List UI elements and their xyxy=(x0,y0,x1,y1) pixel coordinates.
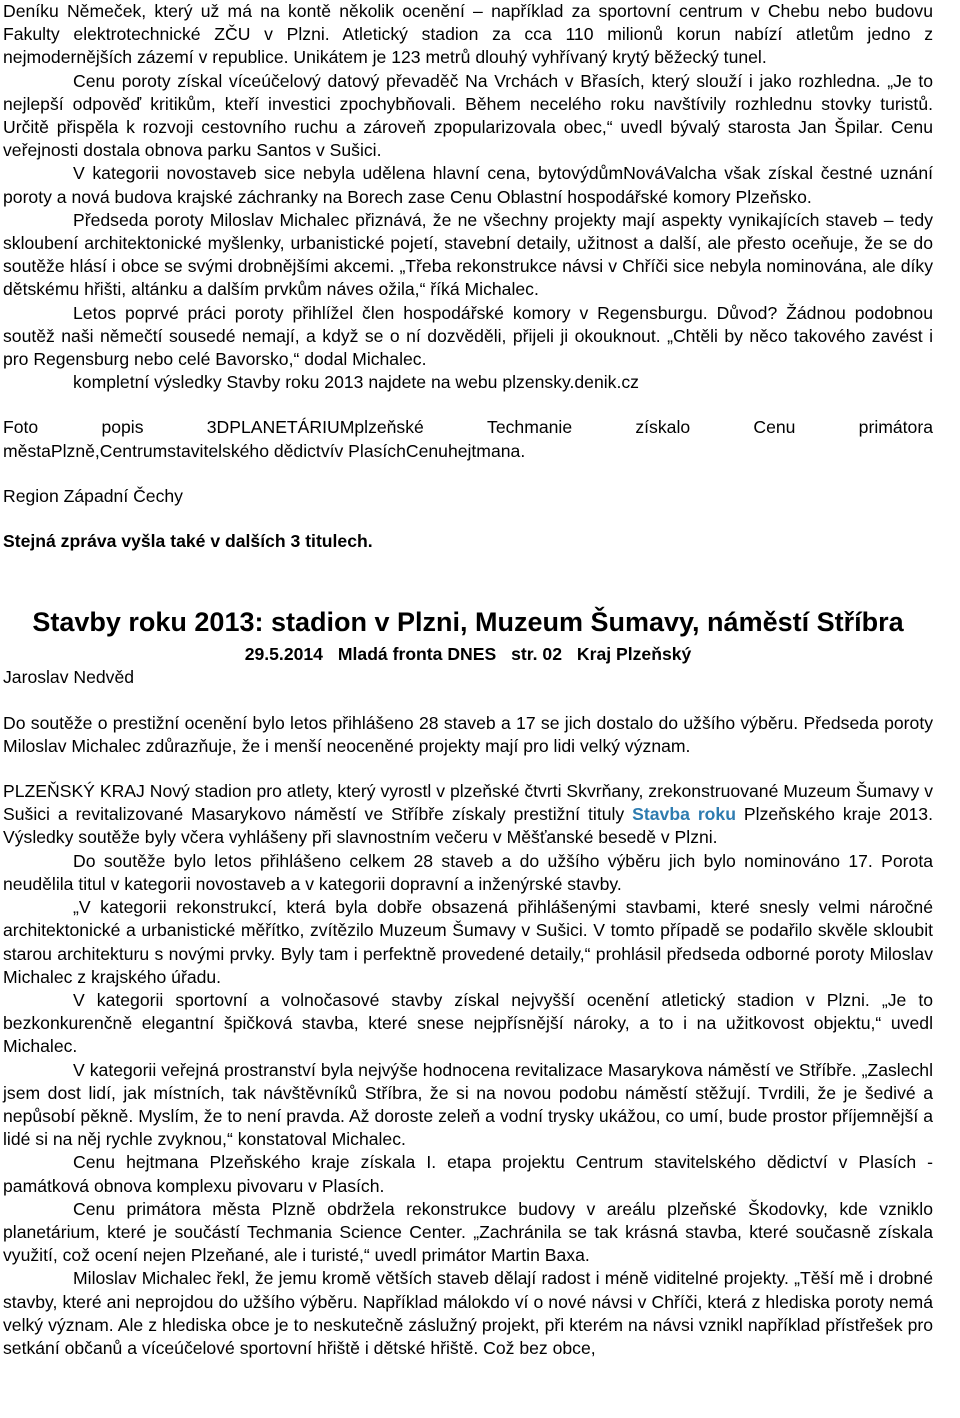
also-published-note: Stejná zpráva vyšla také v dalších 3 titulech. xyxy=(3,531,373,552)
caption-word: 3DPLANETÁRIUMplzeňské xyxy=(206,417,424,438)
intro-paragraph-4: Předseda poroty Miloslav Michalec přiznává, že ne všechny projekty mají aspekty vynikajících staveb – tedy skloubení architektonické myšlenky, urbanistické pojetí, stavební detaily, užitnost a další, ale přesto oceňuje, že se do soutěže hlásí i obce se svými drobnějšími akcemi. „Třeba rekonstrukce návsi v Chříči sice nebyla nominována, ale díky dětskému hřišti, altánku a dalším prvkům náves ožila,“ říká Michalec. xyxy=(3,209,933,300)
caption-word: Techmanie xyxy=(487,417,573,438)
article-headline: Stavby roku 2013: stadion v Plzni, Muzeum Šumavy, náměstí Stříbra xyxy=(32,607,904,638)
photo-caption-line-1 xyxy=(3,416,933,439)
article-body-8: Miloslav Michalec řekl, že jemu kromě větších staveb dělají radost i méně viditelné projekty. „Těší mě i drobné stavby, které ani neprojdou do užšího výběru. Například málokdo ví o nové návsi v Chříči, která z hlediska poroty nemá velký význam. Ale z hlediska obce je to neskutečně záslužný projekt, při kterém na návsi vznikl například přístřešek pro setkání občanů a víceúčelové sportovní hřiště i dětské hřiště. Což bez obce, xyxy=(3,1268,933,1358)
caption-word: získalo xyxy=(635,417,691,438)
article-body-5: V kategorii veřejná prostranství byla nejvýše hodnocena revitalizace Masarykova náměstí ve Stříbře. „Zaslechl jsem dost lidí, jak místních, tak návštěvníků Stříbra, že si na novou podobu náměstí stěžují. Tvrdili, že je šedivé a nepůsobí pěkně. Myslím, že to není pravda. Až doroste zeleň a vodní trysky ukážou, co umí, bude prostor příjemnější a lidé si na něj rychle zvyknou,“ konstatoval Michalec. xyxy=(3,1059,933,1150)
article-body-4: V kategorii sportovní a volnočasové stavby získal nejvyšší ocenění atletický stadion v Plzni. „Je to bezkonkurenčně elegantní špičková stavba, které snese nejpřísnější nároky, a to i na užitkovost objektu,“ uvedl Michalec. xyxy=(3,989,933,1057)
photo-caption-line-2: městaPlzně,Centrumstavitelského dědictvív PlasíchCenuhejtmana. xyxy=(3,440,526,461)
body-1-text-b: Plzeňského kraje 2013. Výsledky soutěže byly včera vyhlášeny při slavnostním večeru v Měšťanské besedě v Plzni. xyxy=(3,804,933,848)
article-date: 29.5.2014 xyxy=(244,644,323,665)
region-label: Region Západní Čechy xyxy=(3,485,183,506)
caption-word: Cenu xyxy=(753,417,796,438)
article-page: str. 02 xyxy=(511,644,562,665)
article-author: Jaroslav Nedvěd xyxy=(3,667,135,688)
spacer xyxy=(3,758,933,780)
spacer xyxy=(3,463,933,485)
intro-paragraph-5: Letos poprvé práci poroty přihlížel člen hospodářské komory v Regensburgu. Důvod? Žádnou podobnou soutěž naši němečtí sousedé nemají, a když se o ní dozvěděli, přijeli ji okouknout. „Chtěli by něco takového zavést i pro Regensburg nebo celé Bavorsko,“ dodal Michalec. xyxy=(3,302,933,370)
article-meta xyxy=(3,643,933,666)
intro-paragraph-2: Cenu poroty získal víceúčelový datový převaděč Na Vrchách v Břasích, který slouží i jako rozhledna. „Je to nejlepší odpověď kritikům, kteří investici zpochybňovali. Během necelého roku navštívily rozhlednu stovky turistů. Určitě přispěla k rozvoji cestovního ruchu a zároveň zpopularizovala obec,“ uvedl bývalý starosta Jan Špilar. Cenu veřejnosti dostala obnova parku Santos v Sušici. xyxy=(3,70,933,161)
spacer xyxy=(3,553,933,599)
article-body-6: Cenu hejtmana Plzeňského kraje získala I. etapa projektu Centrum stavitelského dědictví v Plasích - památková obnova komplexu pivovaru v Plasích. xyxy=(3,1152,933,1196)
caption-word: Foto xyxy=(3,417,39,438)
article-body-2: Do soutěže bylo letos přihlášeno celkem 28 staveb a do užšího výběru jich bylo nominováno 17. Porota neudělila titul v kategorii novostaveb a v kategorii dopravní a inženýrské stavby. xyxy=(3,850,933,894)
photo-caption xyxy=(3,416,933,462)
article-source: Mladá fronta DNES xyxy=(337,644,497,665)
stavba-roku-highlight: Stavba roku xyxy=(632,804,736,825)
intro-paragraph-1: Deníku Němeček, který už má na kontě několik ocenění – například za sportovní centrum v Chebu nebo budovu Fakulty elektrotechnické ZČU v Plzni. Atletický stadion za cca 110 milionů korun nabízí atletům jedno z nejmodernějších zázemí v republice. Unikátem je 123 metrů dlouhý vyhřívaný krytý běžecký tunel. xyxy=(3,1,933,68)
article-lead: Do soutěže o prestižní ocenění bylo letos přihlášeno 28 staveb a 17 se jich dostalo do užšího výběru. Předseda poroty Miloslav Michalec zdůrazňuje, že i menší neoceněné projekty mají pro lidi velký význam. xyxy=(3,712,933,756)
article-body-1 xyxy=(3,780,933,850)
web-link-note: kompletní výsledky Stavby roku 2013 najdete na webu plzensky.denik.cz xyxy=(73,372,639,393)
spacer xyxy=(3,508,933,530)
caption-word: primátora xyxy=(858,417,933,438)
spacer xyxy=(3,394,933,416)
article-body-7: Cenu primátora města Plzně obdržela rekonstrukce budovy v areálu plzeňské Škodovky, kde vzniklo planetárium, které je součástí Techmania Science Center. „Zachránila se tak krásná stavba, které současně získala využití, což ocení nejen Plzeňané, ale i turisté,“ uvedl primátor Martin Baxa. xyxy=(3,1198,933,1266)
spacer xyxy=(3,690,933,712)
body-1-text-a: PLZEŇSKÝ KRAJ Nový stadion pro atlety, který vyrostl v plzeňské čtvrti Skvrňany, zrekonstruované Muzeum Šumavy v Sušici a revitalizované Masarykovo náměstí ve Stříbře získaly prestižní tituly xyxy=(3,781,933,825)
article-section: Kraj Plzeňský xyxy=(576,644,692,665)
intro-paragraph-3: V kategorii novostaveb sice nebyla udělena hlavní cena, bytovýdůmNováValcha však získal čestné uznání poroty a nová budova krajské záchranky na Borech zase Cenu Oblastní hospodářské komory Plzeňsko. xyxy=(3,163,933,207)
caption-word: popis xyxy=(101,417,144,438)
article-body-3: „V kategorii rekonstrukcí, která byla dobře obsazená přihlášenými stavbami, které snesly velmi náročné architektonické a urbanistické měřítko, zvítězilo Muzeum Šumavy v Sušici. V tomto případě se podařilo skvěle skloubit starou architekturu s novými prvky. Byly tam i perfektně provedené detaily,“ prohlásil předseda odborné poroty Miloslav Michalec z krajského úřadu. xyxy=(3,897,933,987)
